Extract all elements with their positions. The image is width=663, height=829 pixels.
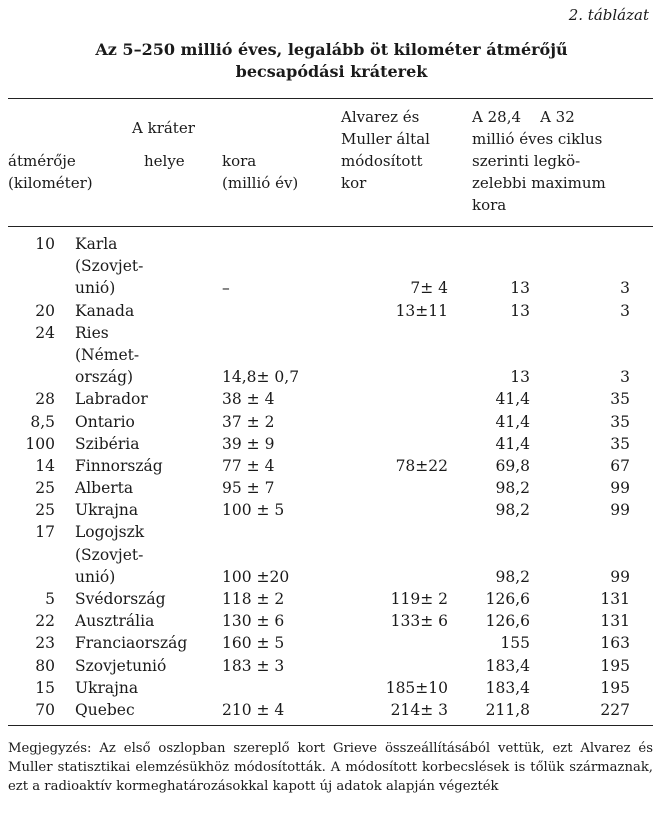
cell-modified-age: 13±11 <box>395 301 448 320</box>
cell-diameter: 10 <box>35 235 55 253</box>
table-row <box>0 455 663 477</box>
cell-diameter: 20 <box>35 301 55 320</box>
table-title-line-2: becsapódási kráterek <box>235 62 428 81</box>
cell-max-28: 183,4 <box>485 678 530 697</box>
cell-place: Szibéria <box>75 434 140 453</box>
table-row <box>0 388 663 410</box>
cell-place: Svédország <box>75 590 166 608</box>
cell-age: 39 ± 9 <box>222 434 275 453</box>
cell-max-32: 3 <box>620 368 630 387</box>
cell-max-32: 195 <box>600 656 630 675</box>
cell-age: 38 ± 4 <box>222 390 275 409</box>
cell-max-28: 69,8 <box>495 456 530 475</box>
header-alvarez-1: Alvarez és <box>341 108 420 126</box>
header-cycle-5: kora <box>472 196 507 214</box>
table-row <box>0 677 663 699</box>
cell-diameter: 23 <box>35 634 55 653</box>
cell-place: Ausztrália <box>75 612 155 631</box>
header-alvarez-4: kor <box>341 174 367 192</box>
cell-max-28: 98,2 <box>495 567 530 586</box>
table-tag: 2. táblázat <box>568 6 649 24</box>
cell-age: 118 ± 2 <box>222 590 285 608</box>
cell-place: Karla <box>75 235 118 253</box>
cell-max-28: 126,6 <box>485 612 530 631</box>
cell-max-32: 227 <box>600 700 630 719</box>
cell-max-32: 131 <box>600 612 630 631</box>
cell-max-28: 211,8 <box>485 700 530 719</box>
cell-max-28: 13 <box>510 279 530 298</box>
header-alvarez-3: módosított <box>341 152 423 170</box>
cell-max-32: 35 <box>610 412 630 431</box>
header-alvarez-2: Muller által <box>341 130 430 148</box>
cell-diameter: 15 <box>35 678 55 697</box>
cell-max-28: 155 <box>500 634 530 653</box>
table-row <box>0 477 663 499</box>
cell-modified-age: 7± 4 <box>410 279 448 298</box>
table-row <box>0 566 663 588</box>
cell-diameter: 100 <box>25 434 55 453</box>
cell-place: unió) <box>75 567 116 586</box>
header-age-2: (millió év) <box>222 174 299 192</box>
cell-diameter: 70 <box>35 700 55 719</box>
cell-max-32: 3 <box>620 301 630 320</box>
cell-diameter: 22 <box>35 612 55 631</box>
header-crater-group: A kráter <box>132 119 195 137</box>
cell-age: – <box>222 279 230 298</box>
table-title-line-1: Az 5–250 millió éves, legalább öt kilométer átmérőjű <box>95 40 568 59</box>
table-row <box>0 699 663 721</box>
cell-diameter: 14 <box>35 456 55 475</box>
cell-place: Ukrajna <box>75 501 139 520</box>
cell-age: 210 ± 4 <box>222 700 285 719</box>
cell-place: Kanada <box>75 301 135 320</box>
header-place: helye <box>144 152 185 170</box>
cell-max-32: 35 <box>610 434 630 453</box>
table-note: Megjegyzés: Az első oszlopban szereplő kort Grieve összeállításából vettük, ezt Alvarez és Muller statisztikai elemzésükhöz módosították. A módosított korbecslések is tőlük származnak, ezt a radioaktív kormeghatározásokkal kapott új adatok alapján végezték <box>8 741 653 794</box>
table-row <box>0 411 663 433</box>
cell-max-32: 195 <box>600 678 630 697</box>
cell-place: ország) <box>75 368 134 387</box>
table-body <box>0 233 663 721</box>
cell-place: Logojszk <box>75 523 145 542</box>
table-row <box>0 588 663 610</box>
header-cycle-3: szerinti legkö- <box>472 152 581 170</box>
cell-place: Labrador <box>75 390 148 409</box>
cell-max-32: 35 <box>610 390 630 409</box>
table-row <box>0 366 663 388</box>
cell-place: Alberta <box>75 479 134 498</box>
cell-age: 100 ± 5 <box>222 501 285 520</box>
cell-max-32: 163 <box>600 634 630 653</box>
table-row <box>0 610 663 632</box>
cell-max-32: 99 <box>610 567 630 586</box>
cell-modified-age: 78±22 <box>395 456 448 475</box>
cell-max-28: 13 <box>510 368 530 387</box>
cell-max-28: 41,4 <box>495 412 530 431</box>
cell-age: 100 ±20 <box>222 567 290 586</box>
cell-max-32: 99 <box>610 479 630 498</box>
table-row <box>0 499 663 521</box>
table-row <box>0 433 663 455</box>
cell-place: Ries <box>75 323 109 342</box>
cell-max-32: 3 <box>620 279 630 298</box>
cell-place: (Német- <box>75 345 140 364</box>
cell-place: Finnország <box>75 456 163 475</box>
cell-place: unió) <box>75 279 116 298</box>
cell-age: 37 ± 2 <box>222 412 275 431</box>
table-row <box>0 255 663 277</box>
cell-max-28: 98,2 <box>495 501 530 520</box>
cell-max-28: 183,4 <box>485 656 530 675</box>
cell-age: 95 ± 7 <box>222 479 275 498</box>
table-row <box>0 544 663 566</box>
cell-age: 130 ± 6 <box>222 612 285 631</box>
table-row <box>0 322 663 344</box>
cell-place: Szovjetunió <box>75 656 167 675</box>
cell-place: Ukrajna <box>75 678 139 697</box>
table-row <box>0 277 663 299</box>
cell-max-28: 41,4 <box>495 434 530 453</box>
top-rule <box>8 98 653 99</box>
table-row <box>0 655 663 677</box>
cell-place: Franciaország <box>75 634 188 653</box>
header-cycle-4: zelebbi maximum <box>472 174 606 192</box>
cell-age: 77 ± 4 <box>222 456 275 475</box>
cell-diameter: 28 <box>35 390 55 409</box>
cell-diameter: 17 <box>35 523 55 542</box>
cell-age: 160 ± 5 <box>222 634 285 653</box>
cell-diameter: 8,5 <box>30 412 55 431</box>
cell-age: 183 ± 3 <box>222 656 285 675</box>
cell-place: Quebec <box>75 700 135 719</box>
header-cycle-2: millió éves ciklus <box>472 130 603 148</box>
table-row <box>0 300 663 322</box>
cell-max-28: 98,2 <box>495 479 530 498</box>
cell-diameter: 25 <box>35 501 55 520</box>
table-row <box>0 521 663 543</box>
cell-max-32: 99 <box>610 501 630 520</box>
header-rule <box>8 226 653 227</box>
header-diameter-2: (kilométer) <box>8 174 93 192</box>
cell-max-28: 13 <box>510 301 530 320</box>
cell-diameter: 80 <box>35 656 55 675</box>
cell-modified-age: 185±10 <box>385 678 448 697</box>
cell-max-32: 67 <box>610 456 630 475</box>
cell-max-28: 126,6 <box>485 590 530 608</box>
cell-max-32: 131 <box>600 590 630 608</box>
cell-age: 14,8± 0,7 <box>222 368 300 387</box>
bottom-rule <box>8 725 653 726</box>
table-row <box>0 233 663 255</box>
cell-modified-age: 214± 3 <box>390 700 448 719</box>
table-row <box>0 344 663 366</box>
cell-diameter: 25 <box>35 479 55 498</box>
cell-max-28: 41,4 <box>495 390 530 409</box>
cell-modified-age: 133± 6 <box>390 612 448 631</box>
table-row <box>0 632 663 654</box>
cell-modified-age: 119± 2 <box>390 590 448 608</box>
cell-diameter: 24 <box>35 323 55 342</box>
cell-place: (Szovjet- <box>75 257 144 276</box>
cell-diameter: 5 <box>45 590 55 608</box>
header-diameter-1: átmérője <box>8 152 76 170</box>
cell-place: (Szovjet- <box>75 545 144 564</box>
header-cycle-1: A 28,4 A 32 <box>472 108 575 126</box>
header-age-1: kora <box>222 152 257 170</box>
cell-place: Ontario <box>75 412 135 431</box>
